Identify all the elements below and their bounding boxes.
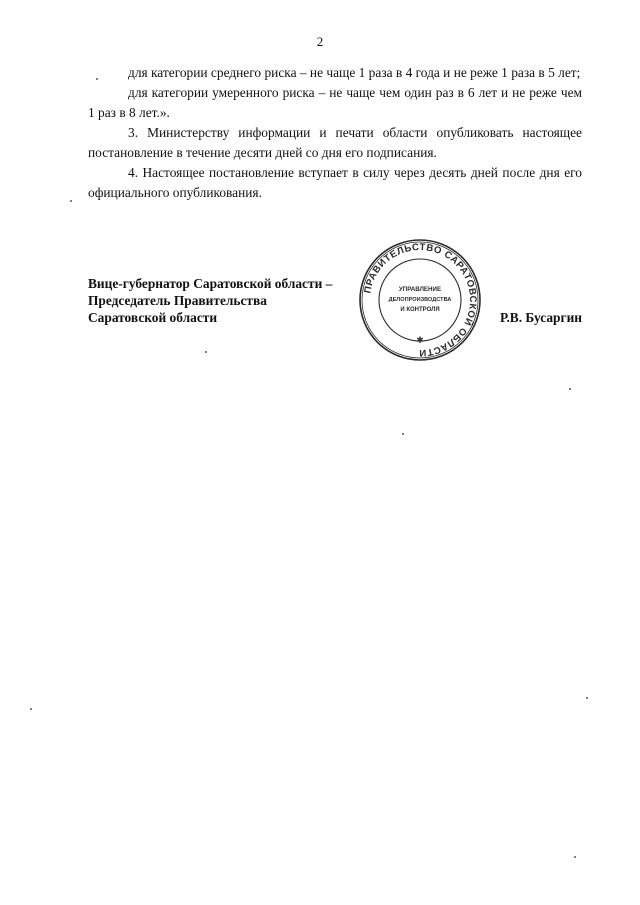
signature-block	[88, 275, 582, 335]
stamp-star-icon: ✱	[416, 336, 424, 346]
stamp-inner-line-3: И КОНТРОЛЯ	[400, 307, 440, 313]
scan-speck	[402, 433, 404, 435]
stamp-outer-text: ПРАВИТЕЛЬСТВО САРАТОВСКОЙ ОБЛАСТИ	[362, 241, 479, 359]
scan-speck	[574, 856, 576, 858]
signatory-title-line-1: Вице-губернатор Саратовской области –	[88, 276, 333, 291]
scan-speck	[30, 708, 32, 710]
paragraph-medium-risk: для категории среднего риска – не чаще 1 раза в 4 года и не реже 1 раза в 5 лет;	[128, 65, 581, 80]
official-stamp-icon	[358, 238, 482, 362]
scan-speck	[70, 200, 72, 202]
scan-speck	[96, 78, 98, 80]
scan-speck	[586, 697, 588, 699]
paragraph-item-4: 4. Настоящее постановление вступает в силу через десять дней после дня его официального опубликования.	[88, 165, 582, 200]
paragraph-item-3: 3. Министерству информации и печати области опубликовать настоящее постановление в течение десяти дней со дня его подписания.	[88, 125, 582, 160]
page-number: 2	[316, 34, 324, 49]
document-body	[88, 63, 582, 203]
scan-speck	[569, 388, 571, 390]
scan-speck	[205, 351, 207, 353]
paragraph-moderate-risk: для категории умеренного риска – не чаще чем один раз в 6 лет и не реже чем 1 раз в 8 лет.».	[88, 85, 582, 120]
signatory-title-line-2: Председатель Правительства	[88, 293, 267, 308]
signatory-title-line-3: Саратовской области	[88, 310, 218, 325]
stamp-inner-line-1: УПРАВЛЕНИЕ	[398, 286, 442, 293]
signatory-name: Р.В. Бусаргин	[499, 310, 582, 325]
stamp-inner-line-2: ДЕЛОПРОИЗВОДСТВА	[388, 297, 452, 303]
